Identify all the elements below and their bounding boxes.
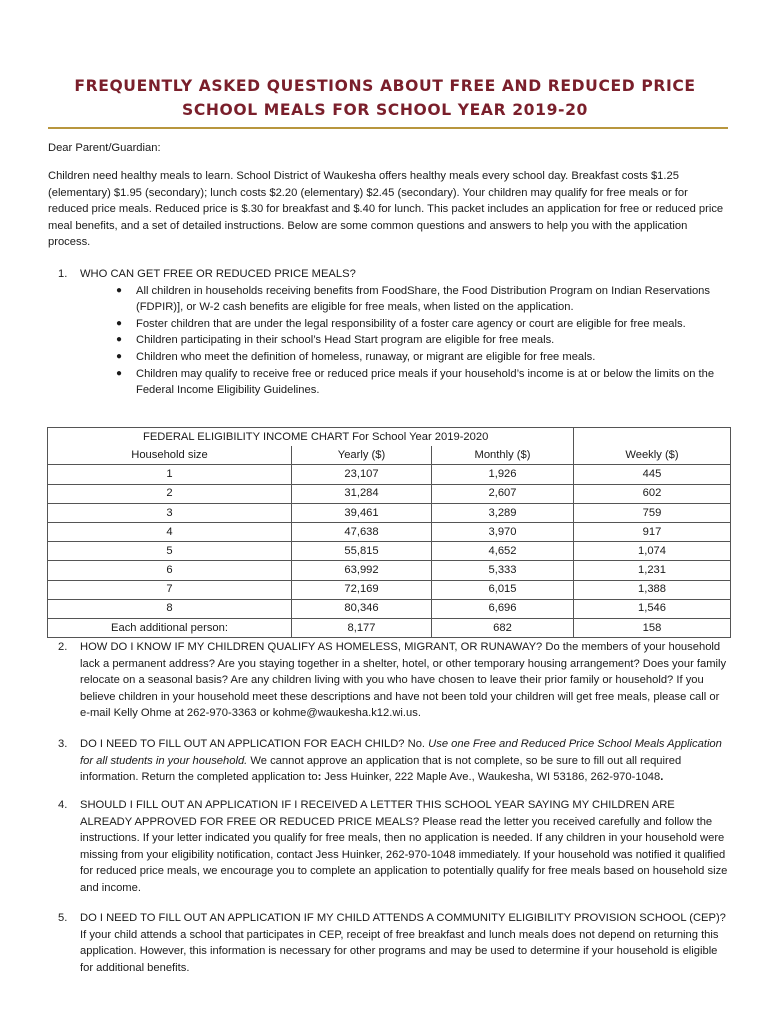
bullet-icon: ● xyxy=(116,350,123,362)
question-number: 3. xyxy=(58,738,68,750)
column-header: Household size xyxy=(48,446,292,465)
table-cell: 917 xyxy=(574,522,731,541)
list-item xyxy=(112,332,728,349)
list-item-text: Foster children that are under the legal responsibility of a foster care agency or court are eligible for free meals. xyxy=(136,317,686,330)
table-cell: 6,696 xyxy=(432,599,574,618)
table-cell: 682 xyxy=(432,618,574,637)
table-cell: 2,607 xyxy=(432,484,574,503)
table-row xyxy=(48,618,731,637)
table-cell: 80,346 xyxy=(292,599,432,618)
table-cell: 3 xyxy=(48,503,292,522)
table-caption-empty-cell xyxy=(574,428,731,447)
bullet-icon: ● xyxy=(116,317,123,329)
table-cell: 445 xyxy=(574,465,731,484)
question-number: 4. xyxy=(58,799,68,811)
list-item-text: Children participating in their school’s Head Start program are eligible for free meals. xyxy=(136,334,555,347)
column-header: Yearly ($) xyxy=(292,446,432,465)
table-cell: 47,638 xyxy=(292,522,432,541)
table-row xyxy=(48,503,731,522)
table-row xyxy=(48,599,731,618)
table-cell: 1 xyxy=(48,465,292,484)
table-cell: 8,177 xyxy=(292,618,432,637)
list-item-text: Children who meet the definition of homeless, runaway, or migrant are eligible for free meals. xyxy=(136,350,596,363)
table-cell: 5 xyxy=(48,542,292,561)
table-cell: 3,970 xyxy=(432,522,574,541)
table-cell: 1,231 xyxy=(574,561,731,580)
table-cell: 72,169 xyxy=(292,580,432,599)
table-row xyxy=(48,580,731,599)
question-4 xyxy=(48,797,728,897)
table-cell: 6 xyxy=(48,561,292,580)
greeting: Dear Parent/Guardian: xyxy=(48,142,161,154)
question-text: HOW DO I KNOW IF MY CHILDREN QUALIFY AS HOMELESS, MIGRANT, OR RUNAWAY? Do the members of your household lack a permanent address? Are you staying together in a shelter, hotel, or other temporary housing arrangement? Does your family relocate on a seasonal basis? Are any children living with you who have chosen to leave their prior family or household? If you believe children in your household meet these descriptions and have not been told your children will get free meals, please call or e-mail Kelly Ohme at 262-970-3363 or kohme@waukesha.k12.wi.us. xyxy=(80,641,727,720)
table-cell: 2 xyxy=(48,484,292,503)
bullet-icon: ● xyxy=(116,367,123,379)
table-cell: 602 xyxy=(574,484,731,503)
list-item-text: All children in households receiving benefits from FoodShare, the Food Distribution Program on Indian Reservations (FDPIR)], or W-2 cash benefits are eligible for free meals, when listed on the application. xyxy=(136,284,710,314)
question-text: DO I NEED TO FILL OUT AN APPLICATION IF MY CHILD ATTENDS A COMMUNITY ELIGIBILITY PROVISION SCHOOL (CEP)? If your child attends a school that participates in CEP, receipt of free breakfast and lunch meals does not depend on returning this application. However, this information is necessary for other programs and may be used to determine if your household is eligible for additional benefits. xyxy=(80,912,726,974)
question-italic-note: Use one Free and Reduced Price School Meals Application for all students in your household. xyxy=(80,738,722,767)
question-3 xyxy=(48,736,728,786)
question-2 xyxy=(48,639,728,722)
intro-paragraph: Children need healthy meals to learn. School District of Waukesha offers healthy meals every school day. Breakfast costs $1.25 (elementary) $1.95 (secondary); lunch costs $2.20 (elementary) $2.45 (secondary). Your children may qualify for free meals or for reduced price meals. Reduced price is $.30 for breakfast and $.40 for lunch. This packet includes an application for free or reduced price meal benefits, and a set of detailed instructions. Below are some common questions and answers to help you with the application process. xyxy=(48,170,724,249)
table-cell: 1,926 xyxy=(432,465,574,484)
table-cell: 55,815 xyxy=(292,542,432,561)
list-item xyxy=(112,349,728,366)
return-address: Jess Huinker, 222 Maple Ave., Waukesha, WI 53186, 262-970-1048 xyxy=(321,771,661,784)
column-header: Weekly ($) xyxy=(574,446,731,465)
list-item xyxy=(112,366,728,399)
table-caption-row xyxy=(48,428,731,447)
table-cell: 8 xyxy=(48,599,292,618)
bullet-icon: ● xyxy=(116,334,123,346)
table-cell: 1,074 xyxy=(574,542,731,561)
colon-mark: : xyxy=(317,771,322,784)
table-cell: 3,289 xyxy=(432,503,574,522)
question-1 xyxy=(48,266,728,399)
question-body: We cannot approve an application that is not complete, so be sure to fill out all required information. Return the completed application to xyxy=(80,754,682,784)
period-mark: . xyxy=(660,771,664,784)
table-caption: FEDERAL ELIGIBILITY INCOME CHART For School Year 2019-2020 xyxy=(48,428,574,447)
eligibility-list xyxy=(112,283,728,399)
table-cell: 158 xyxy=(574,618,731,637)
table-row xyxy=(48,465,731,484)
table-cell: 39,461 xyxy=(292,503,432,522)
column-header: Monthly ($) xyxy=(432,446,574,465)
page-title xyxy=(40,74,730,122)
table-cell: Each additional person: xyxy=(48,618,292,637)
bullet-icon: ● xyxy=(116,284,123,296)
table-row xyxy=(48,484,731,503)
table-cell: 63,992 xyxy=(292,561,432,580)
table-cell: 4,652 xyxy=(432,542,574,561)
table-cell: 6,015 xyxy=(432,580,574,599)
table-cell: 4 xyxy=(48,522,292,541)
question-text xyxy=(80,736,728,786)
table-cell: 5,333 xyxy=(432,561,574,580)
title-line-1: FREQUENTLY ASKED QUESTIONS ABOUT FREE AND REDUCED PRICE xyxy=(74,77,696,95)
list-item xyxy=(112,316,728,333)
question-heading: WHO CAN GET FREE OR REDUCED PRICE MEALS? xyxy=(80,268,356,280)
list-item-text: Children may qualify to receive free or reduced price meals if your household’s income is at or below the limits on the Federal Income Eligibility Guidelines. xyxy=(136,367,715,397)
table-row xyxy=(48,561,731,580)
income-eligibility-table xyxy=(47,427,731,638)
question-number: 1. xyxy=(58,268,68,280)
list-item xyxy=(112,283,728,316)
table-cell: 31,284 xyxy=(292,484,432,503)
table-header-row xyxy=(48,446,731,465)
table-cell: 23,107 xyxy=(292,465,432,484)
question-number: 5. xyxy=(58,912,68,924)
question-number: 2. xyxy=(58,641,68,653)
title-divider xyxy=(48,127,728,129)
table-cell: 7 xyxy=(48,580,292,599)
table-row xyxy=(48,522,731,541)
title-line-2: SCHOOL MEALS FOR SCHOOL YEAR 2019-20 xyxy=(181,101,588,119)
table-cell: 1,546 xyxy=(574,599,731,618)
question-lead: DO I NEED TO FILL OUT AN APPLICATION FOR EACH CHILD? No. xyxy=(80,738,429,750)
table-cell: 1,388 xyxy=(574,580,731,599)
table-cell: 759 xyxy=(574,503,731,522)
question-text: SHOULD I FILL OUT AN APPLICATION IF I RECEIVED A LETTER THIS SCHOOL YEAR SAYING MY CHILDREN ARE ALREADY APPROVED FOR FREE OR REDUCED PRICE MEALS? Please read the letter you received carefully and follow the instructions. If your letter indicated you qualify for free meals, then no application is needed. If any children in your household were missing from your eligibility notification, contact Jess Huinker, 262-970-1048 immediately. If your household was notified it qualified for reduced price meals, we encourage you to complete an application to potentially qualify for free meals based on household size and income. xyxy=(80,799,728,894)
question-5 xyxy=(48,910,728,976)
table-row xyxy=(48,542,731,561)
